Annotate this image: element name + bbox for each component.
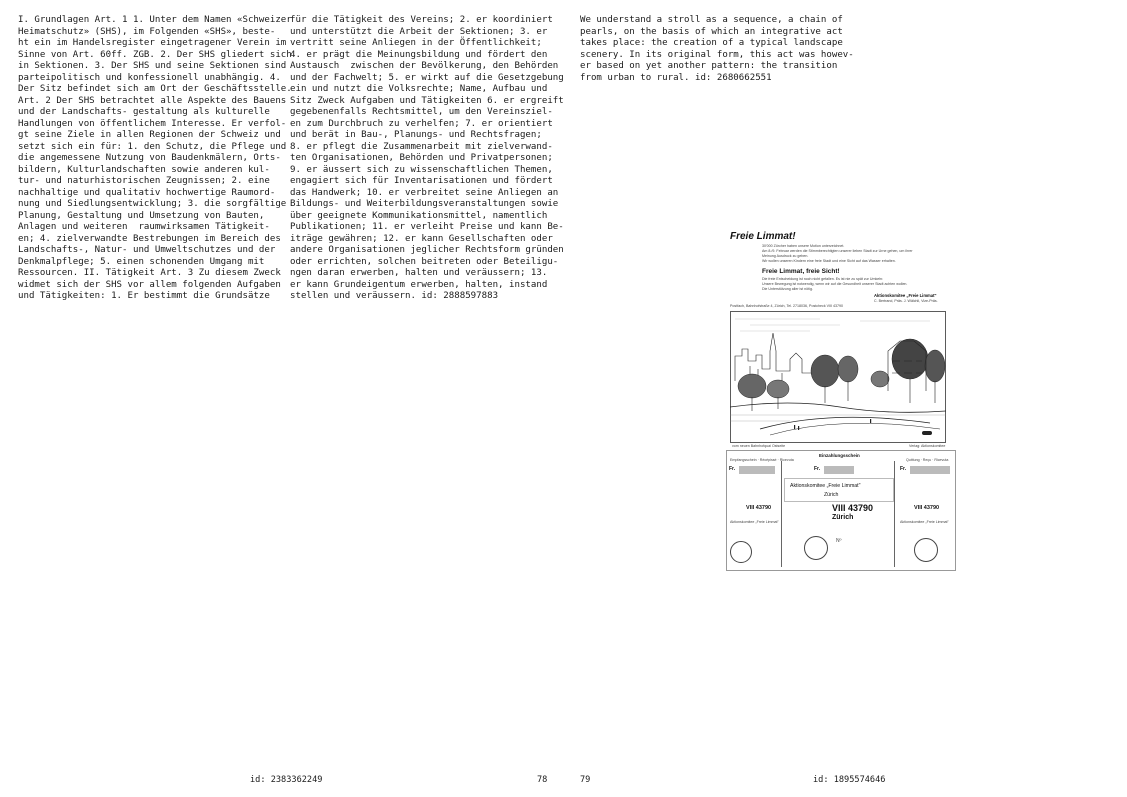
slip-amount-left: Fr. (729, 466, 736, 472)
text-line: die angemessene Nutzung von Baudenkmälern, Orts- (18, 153, 281, 163)
stamp-circle-left (730, 541, 752, 563)
text-line: Landschafts-, Natur- und Umweltschutzes und der (18, 245, 276, 255)
text-line: 9. er äussert sich zu wissenschaftlichen Themen, (290, 164, 553, 175)
text-line: für die Tätigkeit des Vereins; 2. er koordiniert (290, 15, 553, 25)
text-line: iträge gewähren; 12. er kann Gesellschaften oder (290, 233, 553, 244)
text-line: er based on yet another pattern: the transition (580, 61, 838, 71)
slip-amount-field-left (739, 466, 775, 474)
text-line: Denkmalpflege; 5. einen schonenden Umgang mit (18, 256, 265, 267)
text-line: das Handwerk; 10. er verbreitet seine Anliegen an (290, 187, 559, 198)
text-line: en; 4. zielverwandte Bestrebungen im Bereich des (18, 233, 281, 244)
text-line: vertritt seine Anliegen in der Öffentlichkeit; (290, 38, 542, 48)
page-number-left: 78 (537, 775, 548, 785)
text-column-middle (290, 15, 564, 303)
leaflet-title: Freie Limmat! (730, 231, 796, 242)
text-line: oder errichten, solchen beitreten oder Beteiligu- (290, 256, 559, 267)
text-line: ten Organisationen, Behörden und Privatpersonen; (290, 153, 553, 163)
text-line: Publikationen; 11. er verleiht Preise und kann Be- (290, 222, 564, 232)
slip-divider-right (894, 461, 895, 567)
slip-divider-left (781, 461, 782, 567)
slip-col-right-title: Quittung · Reçu · Ricevuta (906, 458, 949, 462)
text-line: Handlungen von öffentlichem Interesse. Er verfol- (18, 118, 287, 129)
text-line: bildern, Kulturlandschaften sowie anderen kul- (18, 164, 270, 175)
text-line: stellen und veräussern. id: 2888597883 (290, 291, 499, 301)
text-line: Bildungs- und Weiterbildungsveranstaltungen sowie (290, 199, 559, 209)
leaflet-slogan-text: Die freie Entscheidung ist noch nicht gefallen. Es ist nie zu spät zur Umkehr. Unsere Bewegung ist notwendig, wenn wir auf die Gesundheit unserer Stadt achten wollen. Die Unterstützung aller ist nötig. (762, 277, 908, 291)
text-line: Anlagen und weiteren raumwirksamen Tätigkeit- (18, 222, 270, 232)
text-line: parteipolitisch und konfessionell unabhängig. 4. (18, 72, 281, 83)
text-line: takes place: the creation of a typical landscape (580, 38, 843, 48)
leaflet-committee-names: C. Bertrand, Präs. J. Wälchli, Vize-Präs. (874, 299, 938, 303)
slip-amount-field-right (910, 466, 950, 474)
text-line: setzt sich ein für: 1. den Schutz, die Pflege und (18, 141, 287, 152)
text-line: Ressourcen. II. Tätigkeit Art. 3 Zu diesem Zweck (18, 268, 281, 278)
text-line: en zum Durchbruch zu verhelfen; 7. er orientiert (290, 118, 553, 129)
freie-limmat-leaflet (724, 225, 956, 572)
leaflet-slogan: Freie Limmat, freie Sicht! (762, 268, 840, 275)
text-column-right (580, 15, 854, 84)
leaflet-intro: 30'000 Zürcher haben unsere Motion unterzeichnet. Am 8./9. Februar werden die Stimmberechtigten unserer lieben Stadt zur Urne gehen, um ihrer Meinung Ausdruck zu geben. Wir wollen unseren Kindern eine freie Stadt und eine Sicht auf das Wasser erhalten. (762, 244, 913, 263)
text-line: We understand a stroll as a sequence, a chain of (580, 15, 843, 25)
text-line: in Sektionen. 3. Der SHS und seine Sektionen sind (18, 61, 287, 71)
text-line: Planung, Gestaltung und Umsetzung von Bauten, (18, 210, 265, 221)
text-line: 4. er prägt die Meinungsbildung und fördert den (290, 49, 548, 60)
leaflet-address: Postfach, Bahnhofstraße 4, Zürich, Tel. 2718036, Postcheck VIII 43790 (730, 304, 844, 308)
slip-payee: Aktionskomitee „Freie Limmat" (790, 483, 861, 489)
illustration-caption-left: vom neuen Bahnhofquai Ostseite (732, 444, 786, 448)
slip-amount-mid: Fr. (814, 466, 821, 472)
text-line: andere Organisationen jeglicher Rechtsform gründen (290, 245, 564, 255)
text-line: engagiert sich für Inventarisationen und fördert (290, 176, 553, 186)
text-line: I. Grundlagen Art. 1 1. Unter dem Namen «Schweizer (18, 15, 292, 25)
text-line: pearls, on the basis of which an integrative act (580, 26, 843, 37)
illustration-caption-right: Verlag: Aktionskomitee (909, 444, 946, 448)
text-line: über geeignete Kommunikationsmittel, namentlich (290, 210, 548, 221)
text-line: Austausch zwischen der Bevölkerung, den Behörden (290, 61, 559, 71)
slip-number-label: Nº (836, 538, 842, 544)
text-line: gt seine Ziele in allen Regionen der Schweiz und (18, 130, 281, 140)
text-line: Art. 2 Der SHS betrachtet alle Aspekte des Bauens (18, 95, 287, 106)
text-line: und berät in Bau-, Planungs- und Rechtsfragen; (290, 130, 542, 140)
leaflet-committee: Aktionskomitee „Freie Limmat" (874, 293, 937, 298)
text-line: und Tätigkeiten: 1. Er bestimmt die Grundsätze (18, 291, 270, 301)
stamp-circle-mid (804, 536, 828, 560)
slip-city-center: Zürich (832, 514, 854, 521)
text-line: nung und Siedlungsentwicklung; 3. die sorgfältige (18, 199, 287, 209)
text-line: ht ein im Handelsregister eingetragener Verein im (18, 38, 287, 48)
text-line: scenery. In its original form, this act was howev- (580, 49, 854, 60)
slip-col-left-title: Empfangsschein · Récépissé · Ricevuta (730, 458, 794, 462)
page-number-right: 79 (580, 775, 591, 785)
text-line: und der Landschafts- gestaltung als kulturelle (18, 107, 270, 117)
text-line: widmet sich der SHS vor allem folgenden Aufgaben (18, 279, 281, 290)
text-line: Der Sitz befindet sich am Ort der Geschäftsstelle. (18, 84, 292, 94)
text-line: gegebenenfalls Rechtsmittel, um den Vereinsziel- (290, 107, 553, 117)
text-line: nachhaltige und qualitativ hochwertige Raumord- (18, 187, 276, 198)
slip-account-left: VIII 43790 (746, 505, 772, 511)
text-line: ngen daran erwerben, halten und veräussern; 13. (290, 268, 548, 278)
text-line: tur- und naturhistorischen Zeugnissen; 2. eine (18, 176, 270, 186)
footer-id-left: id: 2383362249 (250, 775, 323, 785)
text-column-left (18, 15, 292, 303)
footer-id-right: id: 1895574646 (813, 775, 886, 785)
slip-city: Zürich (824, 492, 839, 498)
text-line: und der Fachwelt; 5. er wirkt auf die Gesetzgebung (290, 72, 564, 83)
text-line: er kann Grundeigentum erwerben, halten, instand (290, 279, 548, 290)
slip-amount-right: Fr. (900, 466, 907, 472)
slip-payee-right: Aktionskomitee „Freie Limmat" (900, 520, 949, 524)
text-line: 8. er pflegt die Zusammenarbeit mit zielverwand- (290, 141, 553, 152)
slip-payee-left: Aktionskomitee „Freie Limmat" (730, 520, 779, 524)
text-line: Sitz Zweck Aufgaben und Tätigkeiten 6. er ergreift (290, 95, 564, 106)
slip-header: Einzahlungsschein (819, 453, 860, 458)
text-line: Heimatschutz» (SHS), im Folgenden «SHS», beste- (18, 26, 276, 37)
slip-amount-field-mid (824, 466, 854, 474)
text-line: ein und nutzt die Volksrechte; Name, Aufbau und (290, 84, 548, 94)
text-line: from urban to rural. id: 2680662551 (580, 72, 772, 83)
limmat-illustration (730, 311, 946, 443)
text-line: und unterstützt die Arbeit der Sektionen; 3. er (290, 26, 548, 37)
text-line: Sinne von Art. 60ff. ZGB. 2. Der SHS gliedert sich (18, 49, 292, 60)
stamp-circle-right (914, 538, 938, 562)
slip-account-center: VIII 43790 (832, 503, 874, 513)
slip-payee-box (784, 478, 894, 502)
slip-account-right: VIII 43790 (914, 505, 940, 511)
